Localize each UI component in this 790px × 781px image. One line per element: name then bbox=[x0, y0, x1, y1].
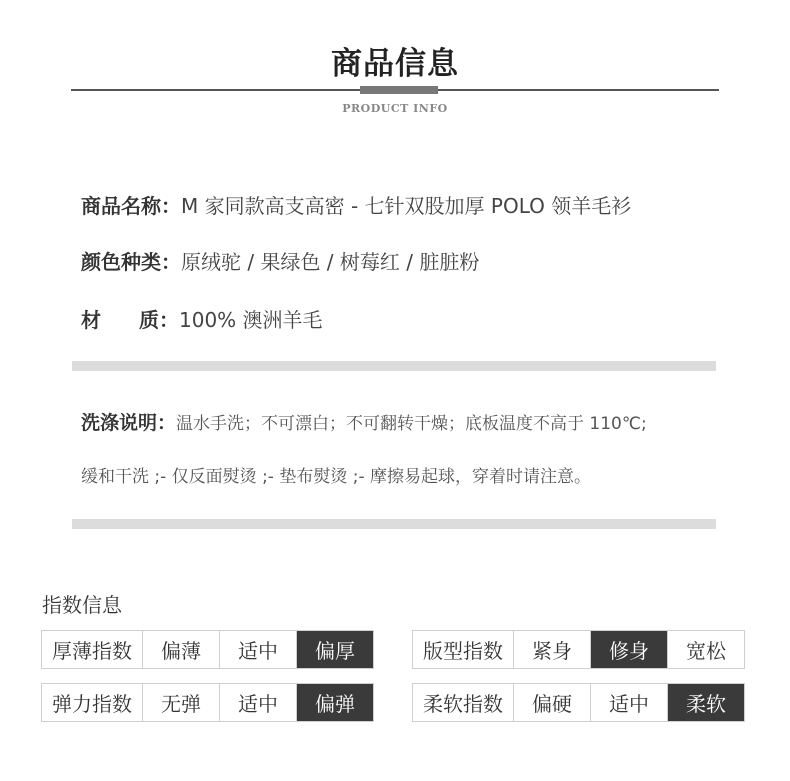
elasticity-index-table bbox=[41, 683, 374, 722]
index-option: 偏硬 bbox=[514, 684, 591, 722]
index-option: 无弹 bbox=[143, 684, 220, 722]
title-accent-bar bbox=[360, 86, 438, 94]
fit-index-table bbox=[412, 630, 745, 669]
softness-index-table bbox=[412, 683, 745, 722]
material-value: 100% 澳洲羊毛 bbox=[179, 308, 323, 332]
index-option-selected: 修身 bbox=[591, 631, 668, 669]
wash-text-1: 温水手洗；不可漂白；不可翻转干燥；底板温度不高于 110℃; bbox=[176, 414, 647, 434]
product-name-row bbox=[81, 190, 631, 219]
material-label-part2: 质： bbox=[139, 308, 179, 332]
page-subtitle: PRODUCT INFO bbox=[342, 102, 448, 115]
color-label: 颜色种类： bbox=[81, 250, 181, 274]
wash-label: 洗涤说明： bbox=[81, 412, 177, 434]
thickness-index-table bbox=[41, 630, 374, 669]
index-label: 柔软指数 bbox=[413, 684, 514, 722]
index-option: 宽松 bbox=[668, 631, 745, 669]
index-option: 适中 bbox=[591, 684, 668, 722]
index-label: 厚薄指数 bbox=[42, 631, 143, 669]
wash-line-2 bbox=[81, 462, 591, 487]
section-divider bbox=[72, 361, 716, 371]
material-row bbox=[81, 304, 323, 333]
index-option-selected: 偏厚 bbox=[297, 631, 374, 669]
index-option: 偏薄 bbox=[143, 631, 220, 669]
material-label-part1: 材 bbox=[81, 308, 101, 332]
wash-text-2: 缓和干洗 ;- 仅反面熨烫 ;- 垫布熨烫 ;- 摩擦易起球，穿着时请注意。 bbox=[81, 467, 592, 487]
index-title: 指数信息 bbox=[42, 593, 122, 617]
color-row bbox=[81, 246, 479, 275]
index-label: 版型指数 bbox=[413, 631, 514, 669]
index-option-selected: 柔软 bbox=[668, 684, 745, 722]
wash-line-1 bbox=[81, 408, 647, 435]
index-option: 适中 bbox=[220, 631, 297, 669]
product-name-value: M 家同款高支高密 - 七针双股加厚 POLO 领羊毛衫 bbox=[181, 194, 632, 218]
index-option: 适中 bbox=[220, 684, 297, 722]
index-label: 弹力指数 bbox=[42, 684, 143, 722]
section-divider bbox=[72, 519, 716, 529]
product-name-label: 商品名称： bbox=[81, 194, 181, 218]
color-value: 原绒驼 / 果绿色 / 树莓红 / 脏脏粉 bbox=[181, 250, 480, 274]
index-option: 紧身 bbox=[514, 631, 591, 669]
index-option-selected: 偏弹 bbox=[297, 684, 374, 722]
page-title: 商品信息 bbox=[331, 46, 459, 82]
